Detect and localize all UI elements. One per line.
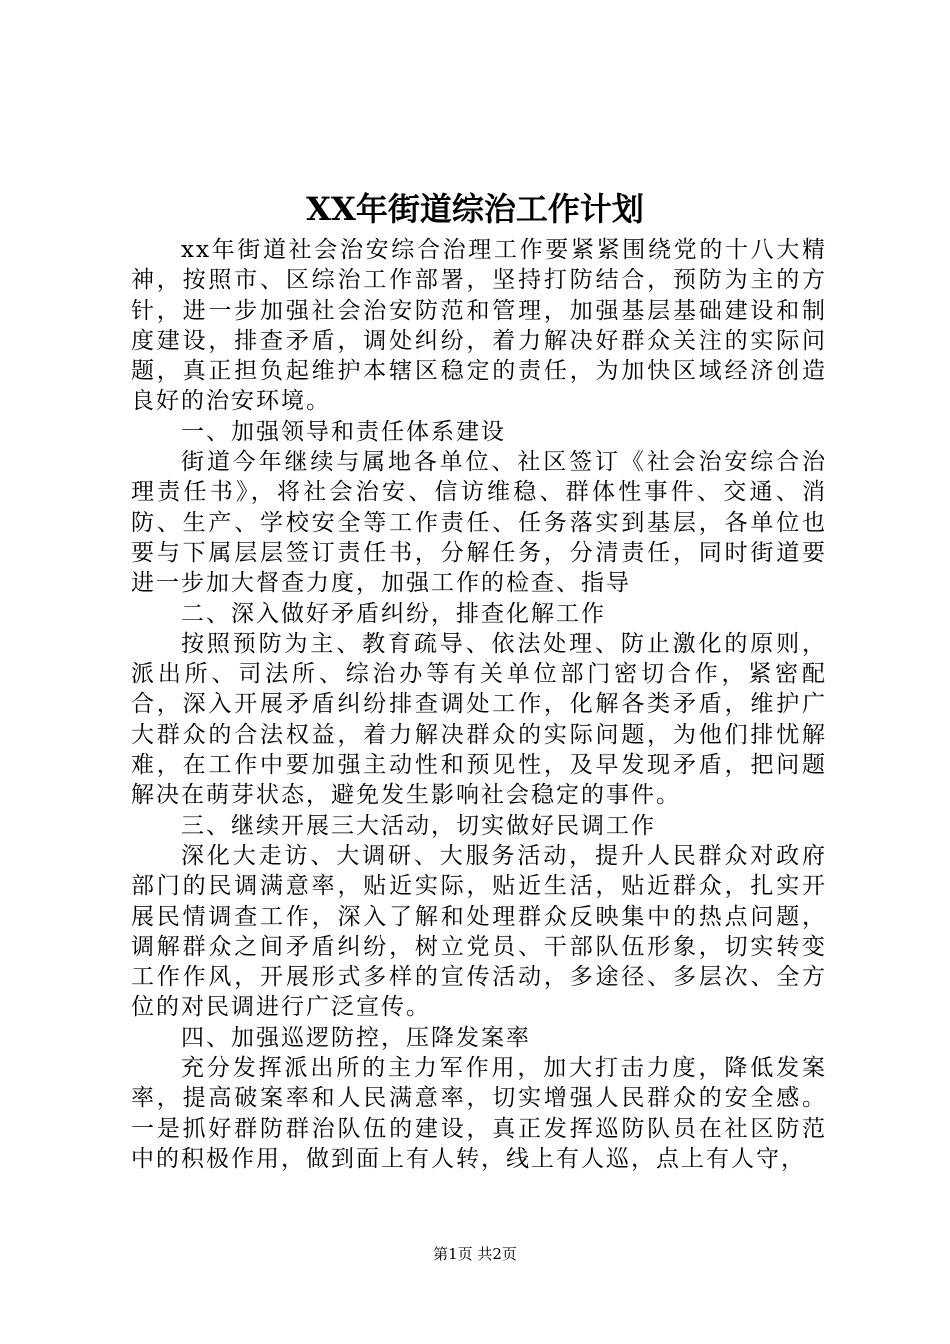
paragraph-section-4: 充分发挥派出所的主力军作用，加大打击力度，降低发案率，提高破案率和人民满意率，切实增强人民群众的安全感。一是抓好群防群治队伍的建设，真正发挥巡防队员在社区防范中的积极作用，做到面上有人转，线上有人巡，点上有人守， [131,1055,827,1172]
section-heading-4: 四、加强巡逻防控，压降发案率 [181,1024,531,1051]
paragraph-section-3: 深化大走访、大调研、大服务活动，提升人民群众对政府部门的民调满意率，贴近实际，贴近生活，贴近群众，扎实开展民情调查工作，深入了解和处理群众反映集中的热点问题，调解群众之间矛盾纠纷，树立党员、干部队伍形象，切实转变工作作风，开展形式多样的宣传活动，多途径、多层次、全方位的对民调进行广泛宣传。 [131,842,827,1021]
paragraph-section-2: 按照预防为主、教育疏导、依法处理、防止激化的原则，派出所、司法所、综治办等有关单位部门密切合作，紧密配合，深入开展矛盾纠纷排查调处工作，化解各类矛盾，维护广大群众的合法权益，着力解决群众的实际问题，为他们排忧解难，在工作中要加强主动性和预见性，及早发现矛盾，把问题解决在萌芽状态，避免发生影响社会稳定的事件。 [131,630,827,809]
section-heading-1: 一、加强领导和责任体系建设 [181,418,506,445]
paragraph-section-1: 街道今年继续与属地各单位、社区签订《社会治安综合治理责任书》，将社会治安、信访维稳、群体性事件、交通、消防、生产、学校安全等工作责任、任务落实到基层，各单位也要与下属层层签订责任书，分解任务，分清责任，同时街道要进一步加大督查力度，加强工作的检查、指导 [131,449,827,597]
paragraph-intro: xx年街道社会治安综合治理工作要紧紧围绕党的十八大精神，按照市、区综治工作部署，坚持打防结合，预防为主的方针，进一步加强社会治安防范和管理，加强基层基础建设和制度建设，排查矛盾，调处纠纷，着力解决好群众关注的实际问题，真正担负起维护本辖区稳定的责任，为加快区域经济创造良好的治安环境。 [131,237,827,415]
page-footer: 第1页 共2页 [433,1245,517,1263]
document-body [131,235,827,1174]
section-heading-2: 二、深入做好矛盾纠纷，排查化解工作 [181,600,606,627]
document-title: XX年街道综治工作计划 [306,190,644,228]
section-heading-3: 三、继续开展三大活动，切实做好民调工作 [181,812,656,839]
